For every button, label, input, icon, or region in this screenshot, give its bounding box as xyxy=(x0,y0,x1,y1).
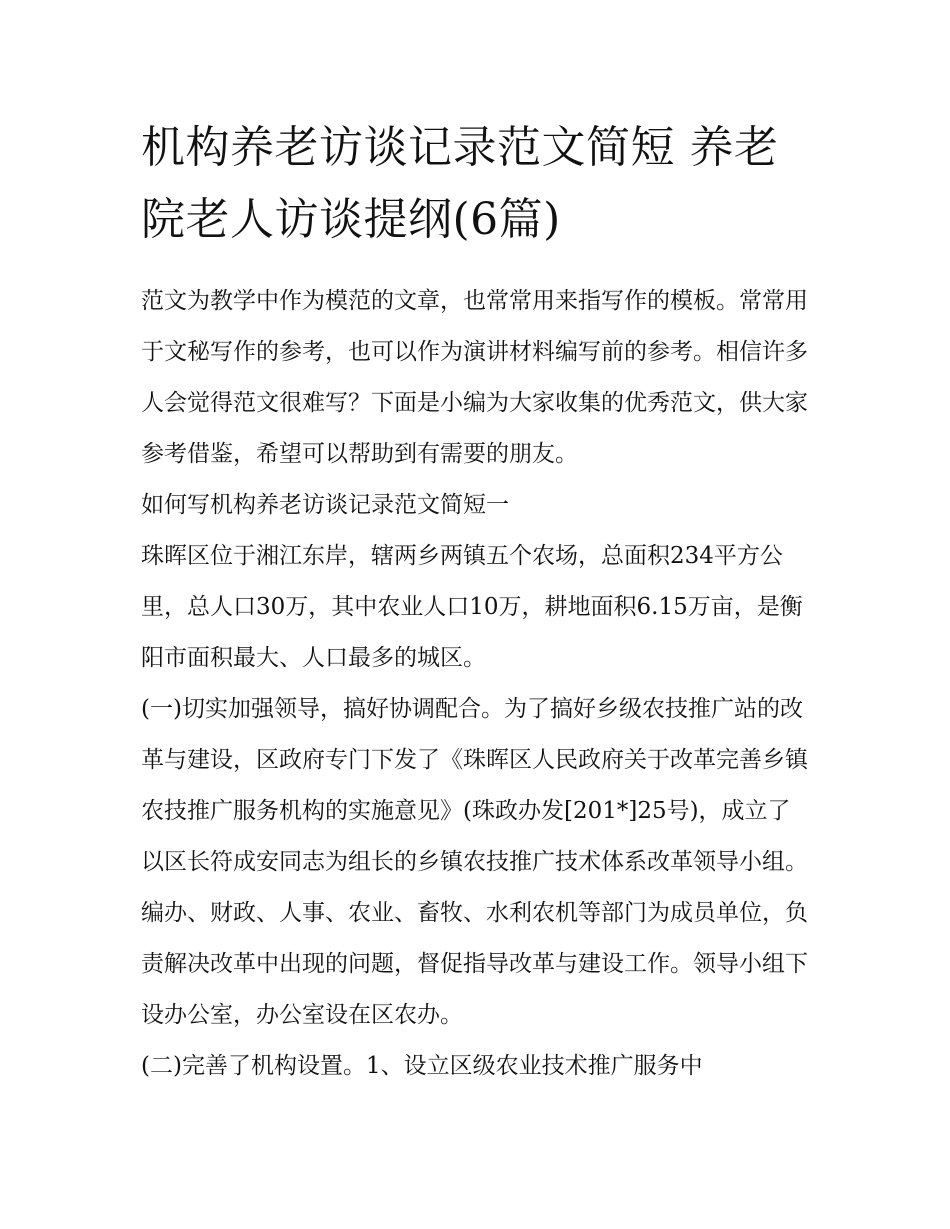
paragraph-overview: 珠晖区位于湘江东岸，辖两乡两镇五个农场，总面积234平方公里，总人口30万，其中农业人口10万，耕地面积6.15万亩，是衡阳市面积最大、人口最多的城区。 xyxy=(141,543,803,671)
title-spacer xyxy=(141,256,813,276)
paragraph-leadership: (一)切实加强领导，搞好协调配合。为了搞好乡级农技推广站的改革与建设，区政府专门下发了《珠晖区人民政府关于改革完善乡镇农技推广服务机构的实施意见》(珠政办发[201*]25号)，成立了以区长符成安同志为组长的乡镇农技推广技术体系改革领导小组。编办、财政、人事、农业、畜牧、水利农机等部门为成员单位，负责解决改革中出现的问题，督促指导改革与建设工作。领导小组下设办公室，办公室设在区农办。 xyxy=(141,696,808,1028)
document-title: 机构养老访谈记录范文简短 养老院老人访谈提纲(6篇) xyxy=(141,122,779,245)
section-heading: 如何写机构养老访谈记录范文简短一 xyxy=(141,492,509,518)
document-body xyxy=(141,112,813,1092)
paragraph-intro: 范文为教学中作为模范的文章，也常常用来指写作的模板。常常用于文秘写作的参考，也可以作为演讲材料编写前的参考。相信许多人会觉得范文很难写？下面是小编为大家收集的优秀范文，供大家参考借鉴，希望可以帮助到有需要的朋友。 xyxy=(141,288,808,467)
paragraph-structure: (二)完善了机构设置。1、设立区级农业技术推广服务中 xyxy=(141,1053,703,1079)
